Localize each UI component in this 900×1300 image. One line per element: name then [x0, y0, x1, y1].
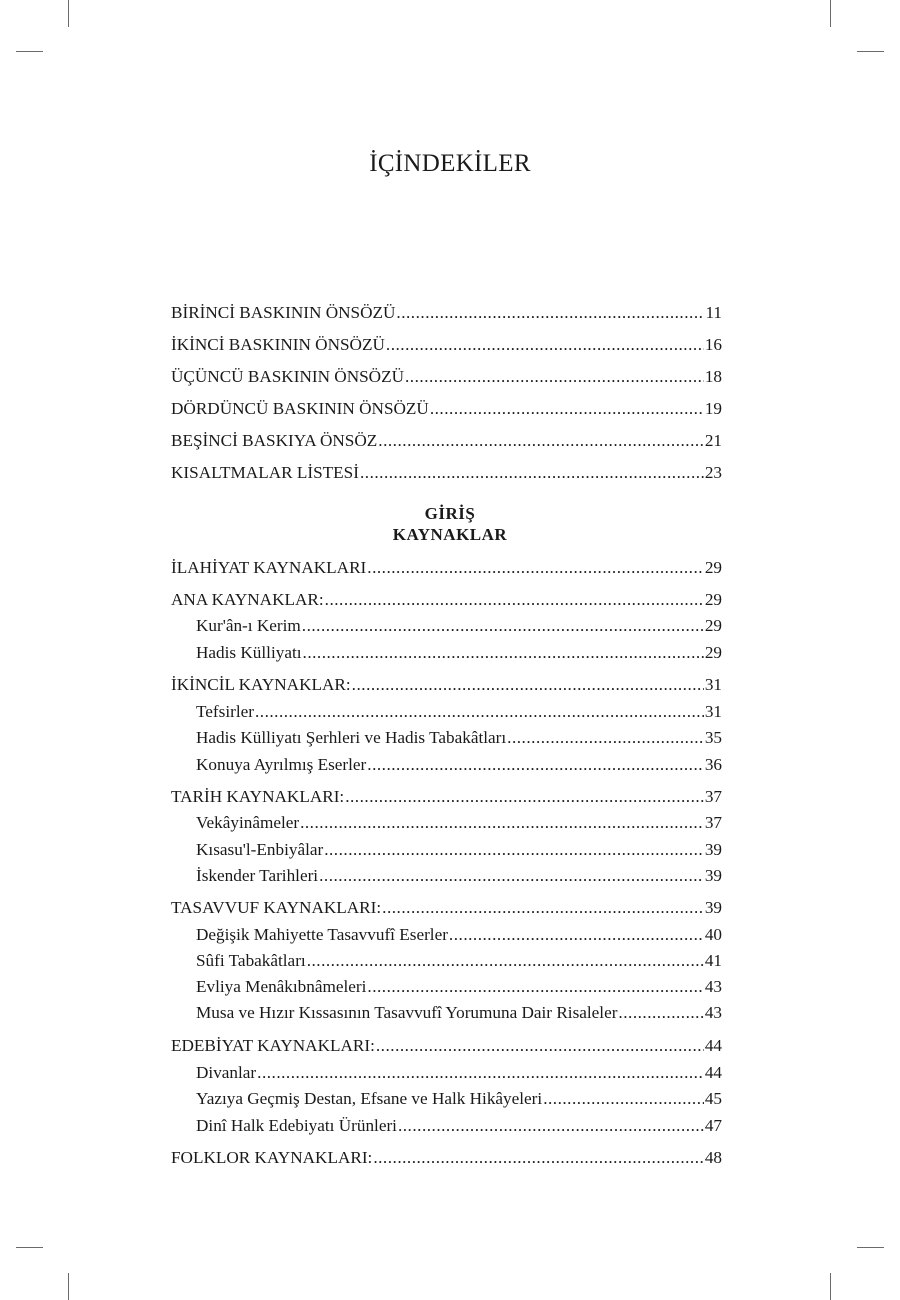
entry-label: İKİNCİ BASKININ ÖNSÖZÜ — [171, 335, 385, 354]
entry-page: 41 — [704, 951, 722, 970]
toc-entry — [171, 785, 722, 809]
entry-page: 23 — [704, 463, 722, 482]
entry-label: BEŞİNCİ BASKIYA ÖNSÖZ — [171, 431, 378, 450]
entry-page: 29 — [704, 616, 722, 635]
entry-label: Kur'ân-ı Kerim — [196, 616, 301, 635]
toc-entry — [171, 1146, 722, 1170]
crop-mark — [830, 0, 831, 27]
toc-entry — [171, 588, 722, 612]
entry-label: Dinî Halk Edebiyatı Ürünleri — [196, 1116, 397, 1135]
entry-page: 18 — [704, 367, 722, 386]
toc-subentry — [196, 614, 722, 638]
toc-subentry — [196, 811, 722, 835]
entry-page: 36 — [704, 755, 722, 774]
toc-subentry — [196, 1114, 722, 1138]
entry-label: Kısasu'l-Enbiyâlar — [196, 840, 324, 859]
dot-leader — [618, 1001, 703, 1025]
toc-subentry — [196, 641, 722, 665]
toc-subentry — [196, 753, 722, 777]
dot-leader — [319, 864, 704, 888]
entry-page: 21 — [704, 431, 722, 450]
entry-page: 31 — [704, 702, 722, 721]
entry-page: 40 — [704, 925, 722, 944]
entry-label: DÖRDÜNCÜ BASKININ ÖNSÖZÜ — [171, 399, 429, 418]
entry-label: ANA KAYNAKLAR: — [171, 590, 324, 609]
dot-leader — [398, 1114, 704, 1138]
entry-page: 44 — [704, 1036, 722, 1055]
dot-leader — [382, 896, 704, 920]
entry-label: Sûfi Tabakâtları — [196, 951, 306, 970]
toc-subentry — [196, 700, 722, 724]
toc-subentry — [196, 864, 722, 888]
dot-leader — [376, 1034, 704, 1058]
entry-label: ÜÇÜNCÜ BASKININ ÖNSÖZÜ — [171, 367, 404, 386]
entry-label: Evliya Menâkıbnâmeleri — [196, 977, 367, 996]
page-title: İÇİNDEKİLER — [369, 150, 531, 177]
toc-subentry — [196, 975, 722, 999]
toc-subentry — [196, 726, 722, 750]
entry-label: Hadis Külliyatı Şerhleri ve Hadis Tabakâtları — [196, 728, 507, 747]
dot-leader — [352, 673, 704, 697]
toc-subentry — [196, 949, 722, 973]
crop-mark — [16, 51, 43, 52]
entry-page: 39 — [704, 866, 722, 885]
entry-label: Hadis Külliyatı — [196, 643, 302, 662]
toc-entry — [171, 896, 722, 920]
entry-page: 37 — [704, 813, 722, 832]
entry-page: 19 — [704, 399, 722, 418]
toc-subentry — [196, 838, 722, 862]
entry-page: 39 — [704, 898, 722, 917]
entry-label: Divanlar — [196, 1063, 257, 1082]
dot-leader — [324, 838, 704, 862]
toc-subentry — [196, 1001, 722, 1025]
dot-leader — [302, 614, 704, 638]
entry-label: İKİNCİL KAYNAKLAR: — [171, 675, 351, 694]
dot-leader — [257, 1061, 704, 1085]
entry-page: 43 — [704, 1003, 722, 1022]
entry-label: Musa ve Hızır Kıssasının Tasavvufî Yorumuna Dair Risaleler — [196, 1003, 618, 1022]
entry-label: İskender Tarihleri — [196, 866, 319, 885]
entry-page: 11 — [705, 303, 722, 322]
entry-page: 31 — [704, 675, 722, 694]
entry-label: TARİH KAYNAKLARI: — [171, 787, 345, 806]
crop-mark — [857, 1247, 884, 1248]
dot-leader — [345, 785, 704, 809]
crop-mark — [857, 51, 884, 52]
dot-leader — [307, 949, 704, 973]
toc-subentry — [196, 923, 722, 947]
toc-entry — [171, 556, 722, 580]
entry-page: 43 — [704, 977, 722, 996]
entry-label: İLAHİYAT KAYNAKLARI — [171, 558, 367, 577]
entry-label: BİRİNCİ BASKININ ÖNSÖZÜ — [171, 303, 396, 322]
entry-label: Vekâyinâmeler — [196, 813, 300, 832]
entry-page: 47 — [704, 1116, 722, 1135]
entry-label: Tefsirler — [196, 702, 254, 721]
entry-page: 37 — [704, 787, 722, 806]
dot-leader — [373, 1146, 703, 1170]
toc-subentry — [196, 1061, 722, 1085]
dot-leader — [367, 975, 703, 999]
entry-page: 29 — [704, 643, 722, 662]
dot-leader — [303, 641, 704, 665]
toc-subentry — [196, 1087, 722, 1111]
section-heading: GİRİŞ — [424, 504, 476, 523]
entry-label: Değişik Mahiyette Tasavvufî Eserler — [196, 925, 448, 944]
dot-leader — [507, 726, 704, 750]
entry-page: 35 — [704, 728, 722, 747]
entry-label: Yazıya Geçmiş Destan, Efsane ve Halk Hikâyeleri — [196, 1089, 543, 1108]
entry-label: KISALTMALAR LİSTESİ — [171, 463, 359, 482]
dot-leader — [367, 556, 704, 580]
entry-page: 29 — [704, 558, 722, 577]
toc-entry — [171, 673, 722, 697]
dot-leader — [367, 753, 704, 777]
crop-mark — [68, 1273, 69, 1300]
entry-label: FOLKLOR KAYNAKLARI: — [171, 1148, 373, 1167]
crop-mark — [16, 1247, 43, 1248]
entry-page: 45 — [704, 1089, 722, 1108]
entry-page: 29 — [704, 590, 722, 609]
entry-label: TASAVVUF KAYNAKLARI: — [171, 898, 382, 917]
entry-page: 16 — [704, 335, 722, 354]
entry-page: 48 — [704, 1148, 722, 1167]
entry-page: 44 — [704, 1063, 722, 1082]
toc-entry — [171, 1034, 722, 1058]
table-of-contents-entries — [171, 0, 722, 1300]
entry-label: EDEBİYAT KAYNAKLARI: — [171, 1036, 375, 1055]
section-subheading: KAYNAKLAR — [392, 525, 508, 544]
dot-leader — [543, 1087, 704, 1111]
dot-leader — [300, 811, 704, 835]
dot-leader — [449, 923, 704, 947]
entry-label: Konuya Ayrılmış Eserler — [196, 755, 367, 774]
dot-leader — [325, 588, 704, 612]
crop-mark — [830, 1273, 831, 1300]
dot-leader — [255, 700, 704, 724]
entry-page: 39 — [704, 840, 722, 859]
crop-mark — [68, 0, 69, 27]
